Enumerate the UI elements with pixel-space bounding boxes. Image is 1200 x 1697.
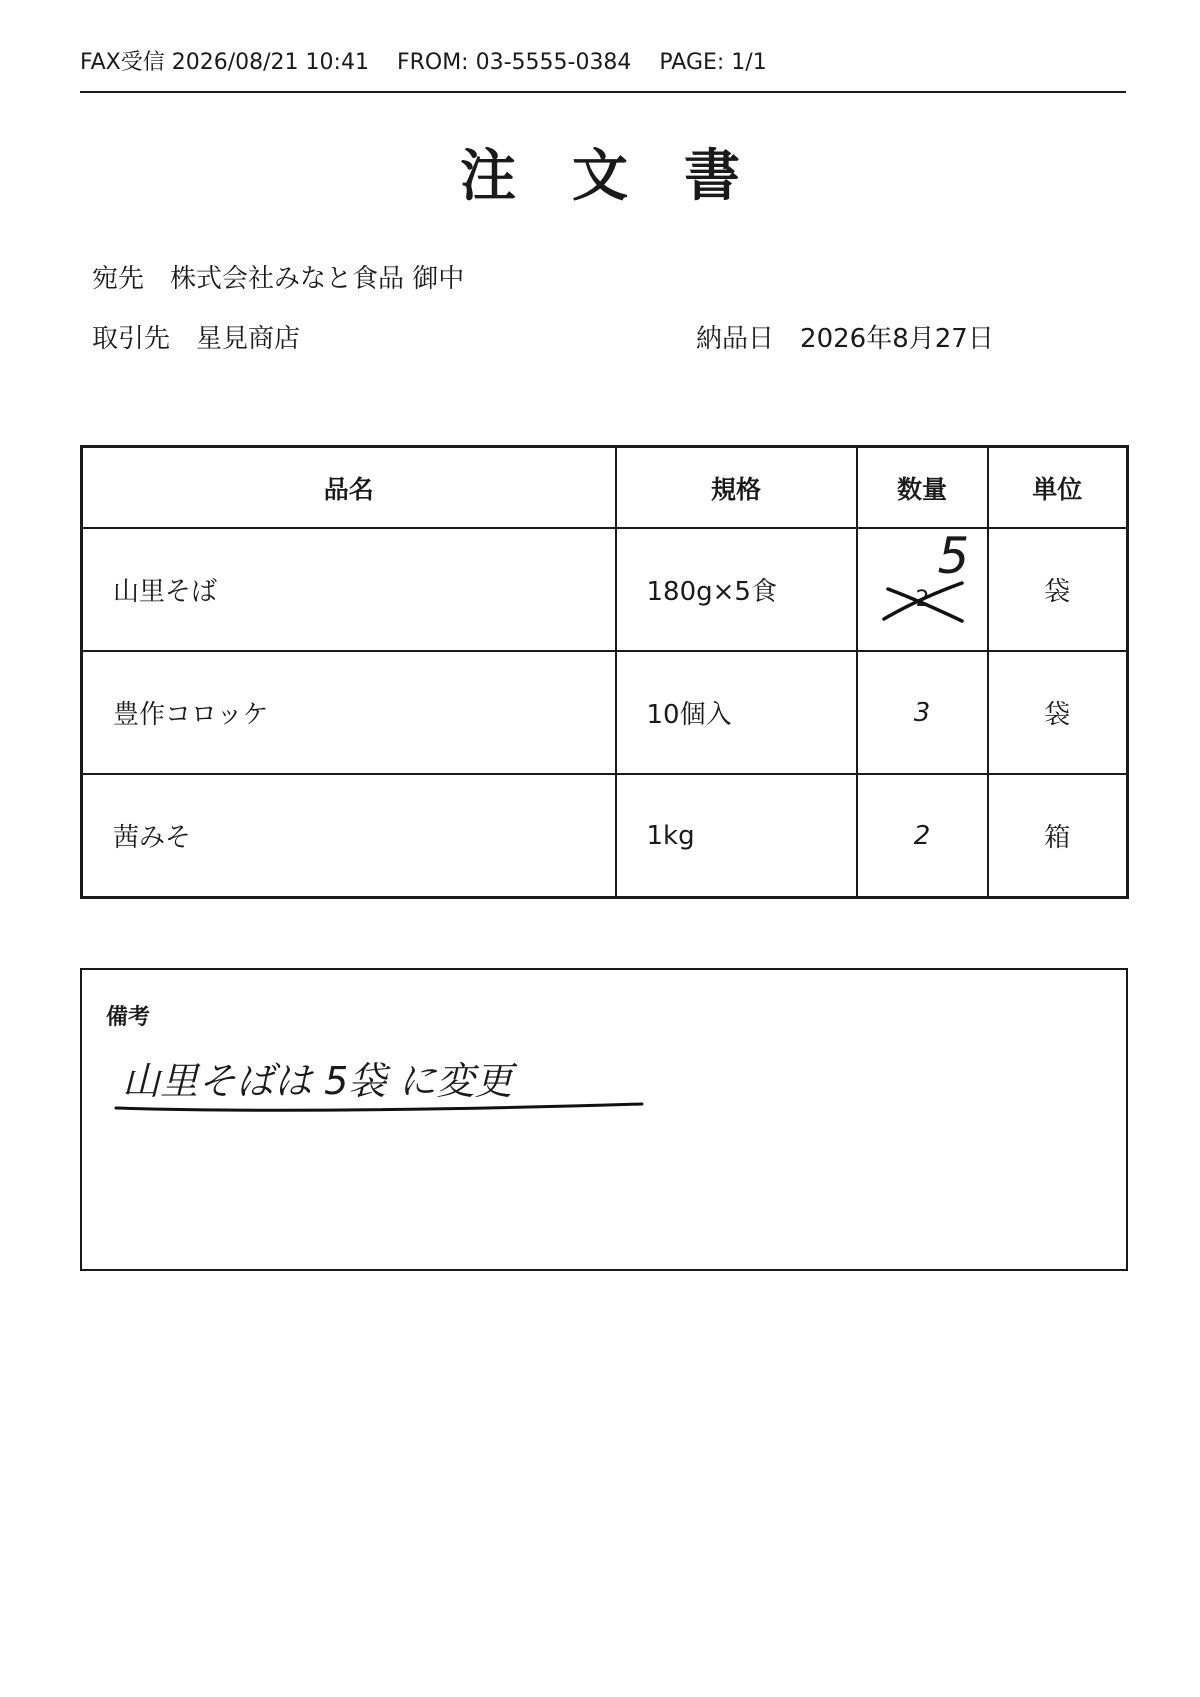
fax-received-stamp: FAX受信 2026/08/21 10:41 [80,50,369,75]
item-spec: 180g×5食 [616,528,857,651]
remarks-box [80,968,1128,1271]
item-quantity-corrected [857,528,988,651]
item-spec: 10個入 [616,651,857,774]
fax-sender-number: FROM: 03-5555-0384 [396,50,632,75]
handwritten-new-quantity: 5 [937,527,970,585]
recipient-label: 宛先 [92,264,145,294]
item-name: 茜みそ [82,774,616,898]
document-title: 注 文 書 [460,144,740,209]
item-unit: 箱 [988,774,1128,898]
delivery-date-label: 納品日 [696,324,775,354]
column-header-spec: 規格 [616,447,857,529]
handwritten-quantity: 2 [857,774,988,898]
delivery-date-value: 2026年8月27日 [800,324,994,354]
item-name: 豊作コロッケ [82,651,616,774]
recipient-line [92,258,464,295]
item-unit: 袋 [988,651,1128,774]
handwritten-remark: 山里そばは 5袋 に変更 [122,1059,513,1103]
table-header-row [82,447,1128,529]
fax-page-indicator: PAGE: 1/1 [659,50,767,75]
client-name: 星見商店 [196,324,301,354]
column-header-unit: 単位 [988,447,1128,529]
handwritten-quantity: 3 [857,651,988,774]
item-spec: 1kg [616,774,857,898]
column-header-item-name: 品名 [82,447,616,529]
order-table [80,445,1129,899]
fax-header-line [80,45,767,76]
item-name: 山里そば [82,528,616,651]
item-unit: 袋 [988,528,1128,651]
struck-original-quantity: 2 [915,587,930,612]
recipient-name: 株式会社みなと食品 御中 [170,264,465,294]
column-header-quantity: 数量 [857,447,988,529]
table-row [82,528,1128,651]
delivery-date-line [696,318,994,355]
client-label: 取引先 [92,324,171,354]
table-row [82,651,1128,774]
table-row [82,774,1128,898]
remarks-label: 備考 [106,1005,151,1030]
client-line [92,318,300,355]
header-divider [80,91,1126,93]
handwritten-underline [112,1098,672,1118]
